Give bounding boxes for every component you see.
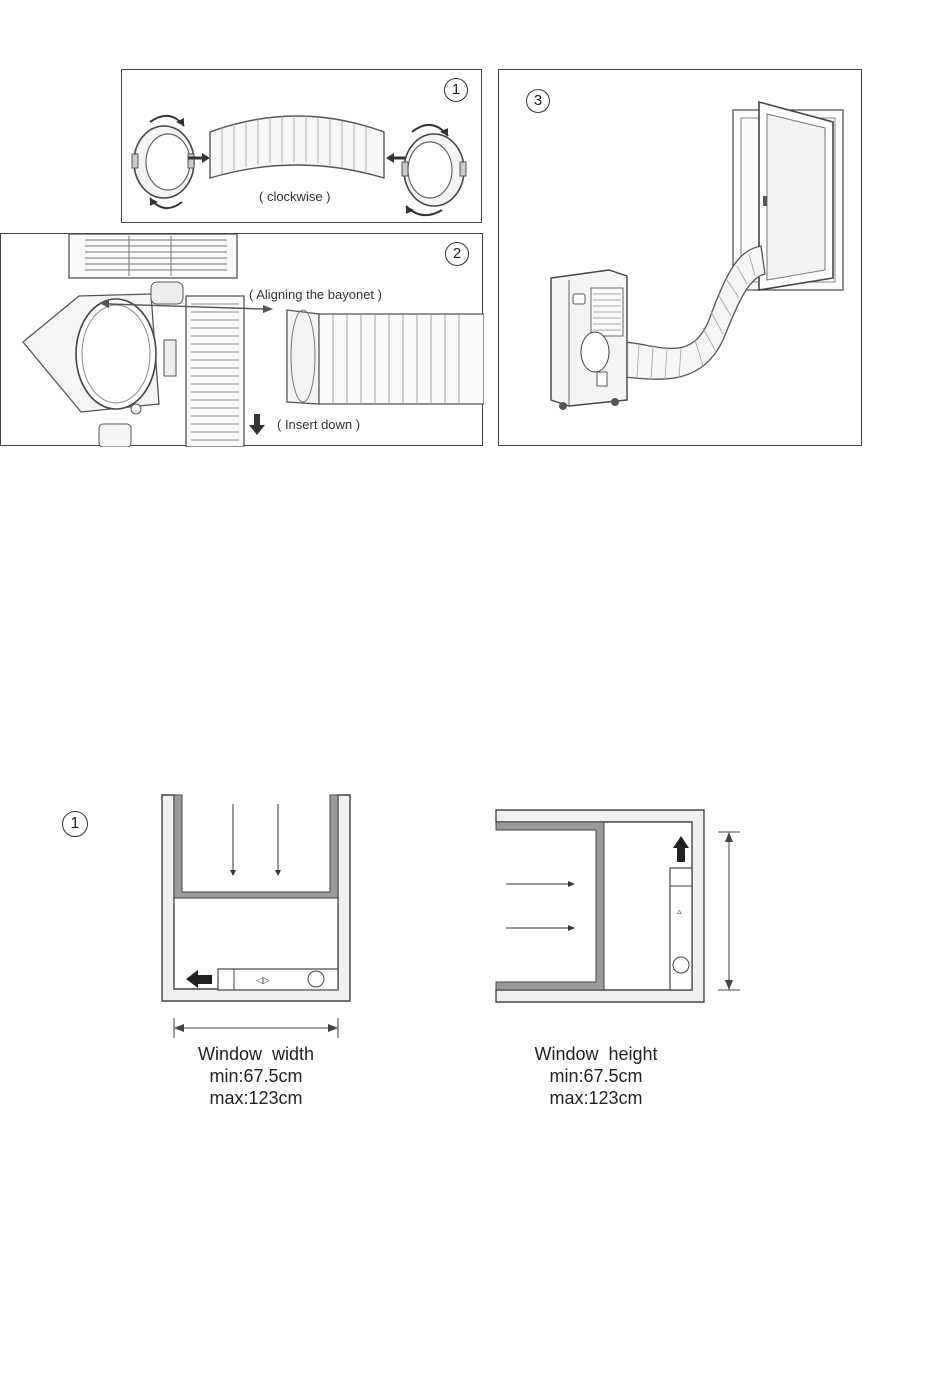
- window-slider-kit-horizontal: [218, 969, 338, 990]
- step-number-2: 2: [445, 242, 469, 266]
- exhaust-hose: [609, 246, 765, 380]
- caption-clockwise: ( clockwise ): [259, 189, 331, 204]
- height-dimension-line: [718, 832, 740, 990]
- exhaust-outlet: [23, 294, 159, 414]
- step-number-1: 1: [444, 78, 468, 102]
- window-height-min: min:67.5cm: [549, 1066, 643, 1086]
- window-width-title: Window width: [197, 1044, 315, 1064]
- hose-with-connector: [287, 310, 484, 404]
- right-adapter-ring: [402, 134, 466, 206]
- flexible-hose: [210, 116, 384, 178]
- window-width-diagram: [162, 795, 350, 1038]
- extend-left-arrow: [186, 970, 212, 988]
- window-height-title: Window height: [534, 1044, 658, 1064]
- panel-step-3-window-installation: [498, 69, 862, 446]
- window-height-label: [506, 1043, 686, 1109]
- svg-text:◁▷: ◁▷: [256, 975, 270, 985]
- side-grille: [186, 296, 244, 447]
- window-width-max: max:123cm: [209, 1088, 303, 1108]
- panel-step-1-hose-adapters: [121, 69, 482, 223]
- portable-ac-unit: [551, 270, 627, 410]
- left-adapter-ring: [132, 126, 194, 198]
- insert-down-arrow: [249, 414, 265, 435]
- window-height-max: max:123cm: [549, 1088, 643, 1108]
- step-number-3: 3: [526, 89, 550, 113]
- caption-insert-down: ( Insert down ): [277, 417, 361, 432]
- extend-up-arrow: [673, 836, 689, 862]
- window-width-min: min:67.5cm: [209, 1066, 303, 1086]
- panel-step-2-attach-hose: [0, 233, 483, 446]
- unit-to-window-illustration: [499, 70, 863, 447]
- window-width-label: [166, 1043, 346, 1109]
- window-slider-kit-vertical: [670, 868, 692, 990]
- drain-knob: [151, 282, 183, 304]
- width-dimension-line: [174, 1018, 338, 1038]
- window-height-diagram: [496, 810, 740, 1002]
- section-step-number-1: 1: [62, 811, 88, 837]
- caption-aligning-bayonet: ( Aligning the bayonet ): [249, 287, 382, 302]
- svg-text:▵: ▵: [677, 906, 682, 916]
- upper-grille: [69, 234, 237, 278]
- unit-back-illustration: [1, 234, 484, 447]
- window-size-diagrams: [0, 780, 950, 1100]
